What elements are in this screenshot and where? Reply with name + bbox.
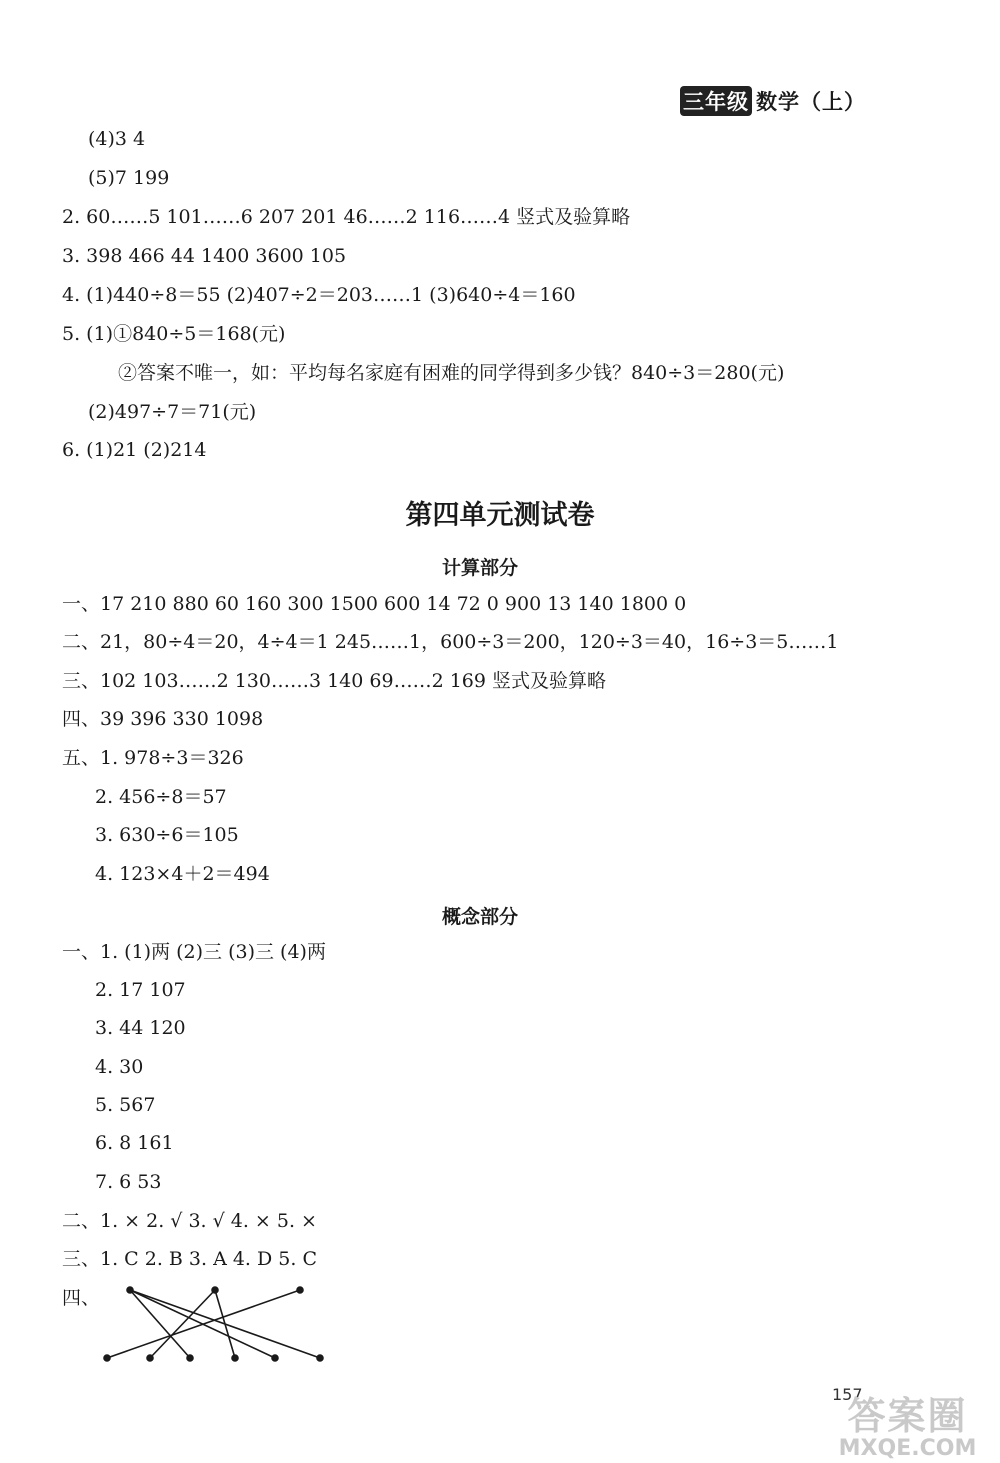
answer-line: (5)7 199 — [88, 167, 170, 189]
answer-line: 6. 8 161 — [95, 1132, 174, 1154]
watermark-url: MXQE.COM — [838, 1436, 977, 1461]
watermark — [820, 1395, 995, 1461]
page-number: 157 — [832, 1385, 863, 1404]
answer-line: 三、102 103……2 130……3 140 69……2 169 竖式及验算略 — [62, 670, 607, 692]
answer-line: 2. 17 107 — [95, 979, 186, 1001]
computation-heading: 计算部分 — [441, 557, 518, 579]
match-dot — [187, 1355, 193, 1361]
answer-line: 5. (1)①840÷5＝168(元) — [62, 323, 286, 345]
answer-line: 四、39 396 330 1098 — [62, 708, 264, 730]
match-line — [107, 1290, 300, 1358]
answer-line: 3. 630÷6＝105 — [95, 824, 239, 846]
answer-line: 2. 60……5 101……6 207 201 46……2 116……4 竖式及验算略 — [62, 206, 631, 228]
subject-label: 数学（上） — [756, 90, 866, 114]
matching-diagram — [95, 1280, 335, 1370]
answer-line: 五、1. 978÷3＝326 — [62, 747, 244, 769]
answer-line: 7. 6 53 — [95, 1171, 162, 1193]
match-dot — [272, 1355, 278, 1361]
answer-line: 三、1. C 2. B 3. A 4. D 5. C — [62, 1248, 317, 1270]
answer-line: 5. 567 — [95, 1094, 156, 1116]
running-header — [680, 86, 866, 116]
answer-line: ②答案不唯一，如：平均每名家庭有困难的同学得到多少钱？840÷3＝280(元) — [118, 362, 785, 384]
unit-test-title: 第四单元测试卷 — [405, 500, 595, 531]
match-dot — [212, 1287, 218, 1293]
match-dot — [104, 1355, 110, 1361]
answer-line: (2)497÷7＝71(元) — [88, 401, 257, 423]
answer-line: 6. (1)21 (2)214 — [62, 439, 207, 461]
answer-line: 一、17 210 880 60 160 300 1500 600 14 72 0 900 13 140 1800 0 — [62, 593, 687, 615]
match-line — [130, 1290, 320, 1358]
watermark-brand: 答案圈 — [847, 1394, 968, 1438]
answer-line: (4)3 4 — [88, 128, 146, 150]
match-dot — [232, 1355, 238, 1361]
answer-line: 3. 398 466 44 1400 3600 105 — [62, 245, 347, 267]
match-dot — [147, 1355, 153, 1361]
concept-heading: 概念部分 — [441, 906, 518, 928]
answer-line: 4. 30 — [95, 1056, 144, 1078]
answer-line: 3. 44 120 — [95, 1017, 186, 1039]
answer-line: 二、1. × 2. √ 3. √ 4. × 5. × — [62, 1210, 317, 1232]
answer-line: 4. (1)440÷8＝55 (2)407÷2＝203……1 (3)640÷4＝160 — [62, 284, 576, 306]
answer-line: 二、21，80÷4＝20，4÷4＝1 245……1，600÷3＝200，120÷3＝40，16÷3＝5……1 — [62, 631, 839, 653]
answer-line: 2. 456÷8＝57 — [95, 786, 227, 808]
match-dot — [127, 1287, 133, 1293]
answer-line: 四、 — [62, 1287, 101, 1309]
match-dot — [317, 1355, 323, 1361]
answer-line: 一、1. (1)两 (2)三 (3)三 (4)两 — [62, 941, 326, 963]
match-dot — [297, 1287, 303, 1293]
answer-line: 4. 123×4＋2＝494 — [95, 863, 270, 885]
grade-label: 三年级 — [680, 86, 752, 116]
